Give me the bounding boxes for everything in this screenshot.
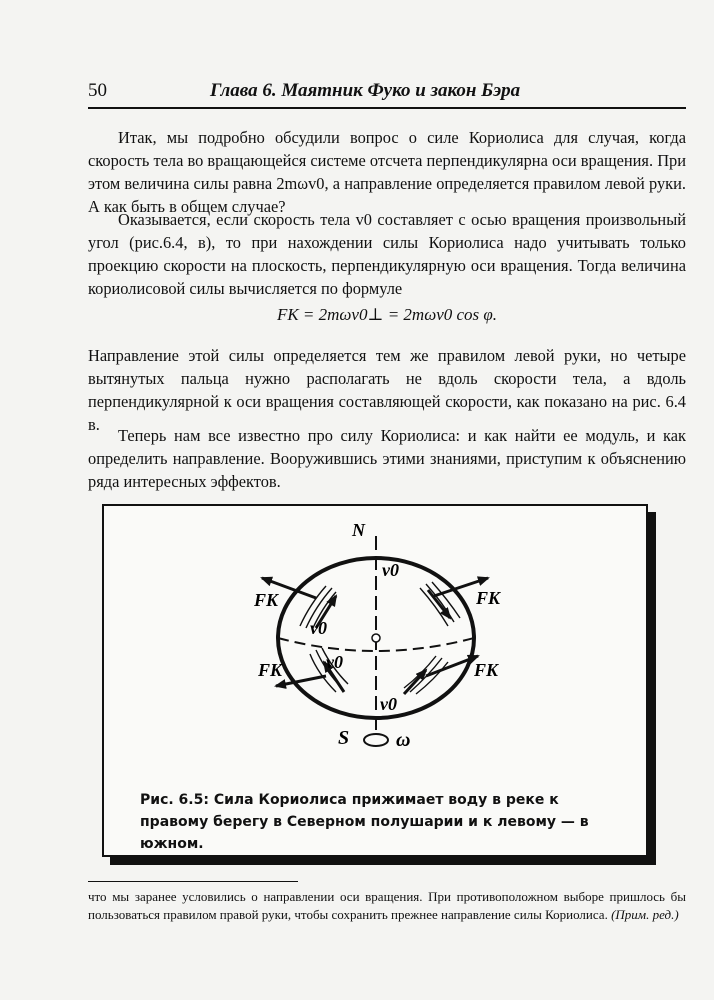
velocity-arrows: [316, 590, 450, 694]
omega-label: ω: [396, 729, 411, 751]
center-point: [372, 634, 380, 642]
force-label-ne: FK: [476, 588, 501, 608]
paragraph-1: Итак, мы подробно обсудили вопрос о силе Кориолиса для случая, когда скорость тела во вращающейся системе отсчета перпендикулярна оси вращения. При этом величина силы равна 2mωv0, а направление определяется правилом левой руки. А как быть в общем случае?: [88, 128, 686, 216]
velocity-label-nw: v0: [310, 618, 327, 638]
south-label: S: [338, 727, 350, 749]
paragraph-4: Теперь нам все известно про силу Кориолиса: и как найти ее модуль, и как определить направление. Вооружившись этими знаниями, приступим к объяснению ряда интересных эффектов.: [88, 426, 686, 491]
chapter-title: Глава 6. Маятник Фуко и закон Бэра: [210, 80, 521, 101]
footnote-note: (Прим. ред.): [611, 907, 679, 922]
velocity-label-se: v0: [380, 694, 397, 714]
north-label: N: [352, 520, 365, 540]
force-label-nw: FK: [254, 590, 279, 610]
figure-caption: Рис. 6.5: Сила Кориолиса прижимает воду в реке к правому берегу в Северном полушарии и к левому — в южном.: [140, 792, 589, 852]
footnote-text: что мы заранее условились о направлении оси вращения. При противоположном выборе пришлось бы пользоваться правилом правой руки, чтобы сохранить прежнее направление силы Кориолиса.: [88, 889, 686, 922]
rotation-arrow-icon: [364, 734, 388, 746]
force-label-se: FK: [474, 660, 499, 680]
figure-frame: [102, 504, 648, 857]
velocity-label-ne: v0: [382, 560, 399, 580]
formula: FK = 2mωv0⊥ = 2mωv0 cos φ.: [276, 305, 498, 324]
force-label-sw: FK: [258, 660, 283, 680]
footnote: [88, 888, 686, 924]
page-number: 50: [88, 80, 107, 101]
footnote-rule: [88, 881, 298, 882]
header-rule: [88, 107, 686, 109]
velocity-label-sw: v0: [326, 652, 343, 672]
paragraph-2: Оказывается, если скорость тела v0 составляет с осью вращения произвольный угол (рис.6.4, в), то при нахождении силы Кориолиса надо учитывать только проекцию скорости на плоскость, перпендикулярную оси вращения. Тогда величина кориолисовой силы вычисляется по формуле: [88, 210, 686, 298]
paragraph-3: Направление этой силы определяется тем же правилом левой руки, но четыре вытянутых пальца нужно располагать не вдоль скорости тела, а вдоль перпендикулярной к оси вращения составляющей скорости, как показано на рис. 6.4 в.: [88, 346, 686, 434]
